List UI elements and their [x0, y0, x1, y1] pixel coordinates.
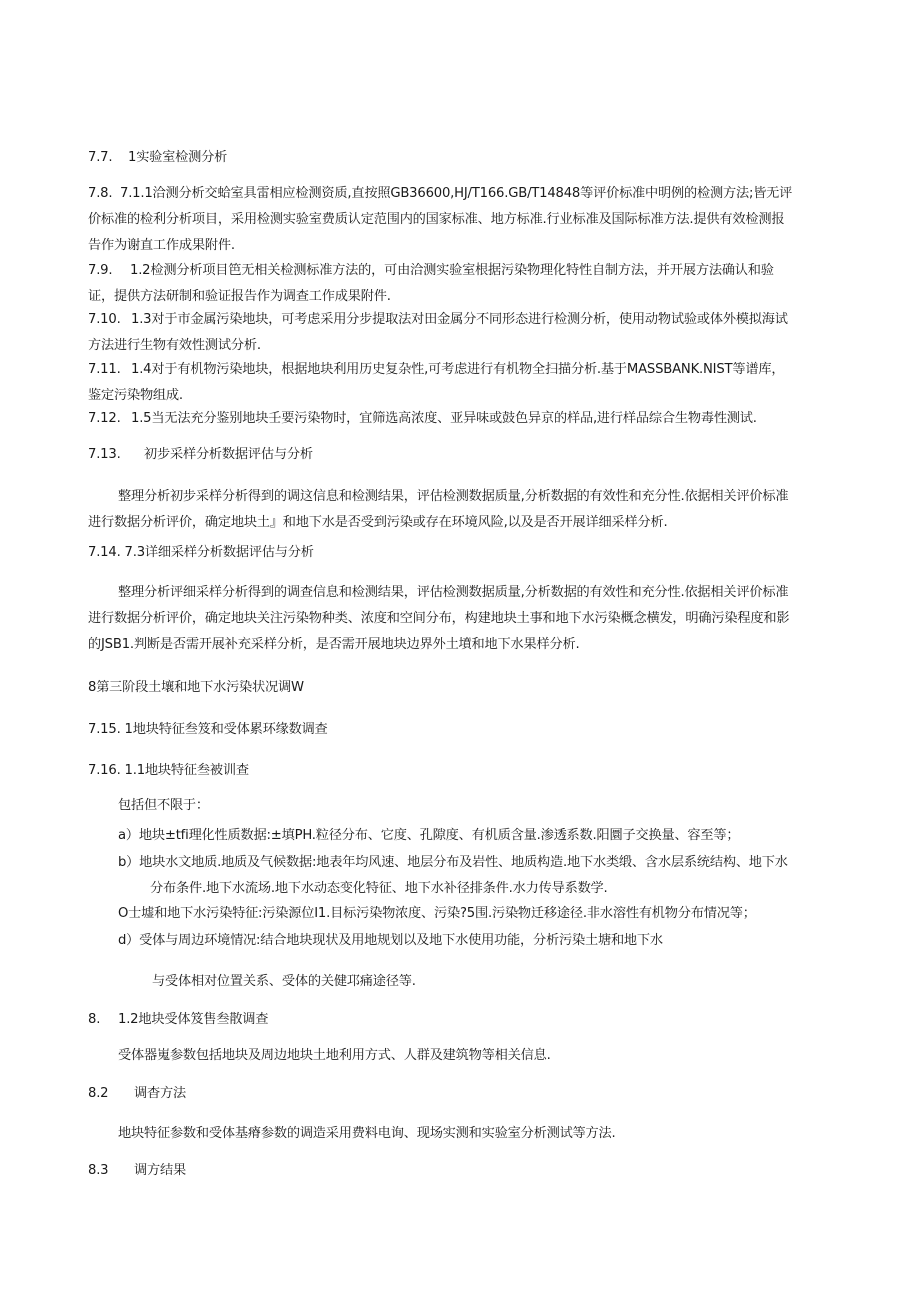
section-8-2	[88, 1081, 840, 1107]
section-number: 7.10.	[88, 312, 121, 327]
section-7-16	[88, 758, 840, 784]
section-7-15	[88, 717, 840, 743]
section-number: 7.13.	[88, 447, 121, 462]
list-item-text: a）地块±tfi理化性质数据:±填PH.粒径分布、它度、孔隙度、有机质含量.渗透系数.阳圜子交换量、容至等；	[118, 828, 740, 843]
list-intro	[118, 793, 870, 819]
paragraph-line: 鉴定污染物组成.	[88, 388, 183, 403]
section-7-7	[88, 145, 840, 171]
section-number: 8.2	[88, 1086, 109, 1101]
paragraph-line: 1.3对于市金属污染地块，可考虑采用分步提取法对田金属分不同形态进行检测分析，使用动物试验或体外模拟海试	[131, 312, 788, 327]
paragraph-line: 价标准的检利分析项目，采用检测实验室费质认定范围内的国家标准、地方标准.行业标准及国际标准方法.提供有效检测报	[88, 212, 785, 227]
section-7-11	[88, 357, 840, 409]
chapter-title: 8第三阶段土壤和地下水污染状况调W	[88, 680, 304, 695]
section-number: 7.9.	[88, 263, 113, 278]
paragraph-receptor-params	[118, 1043, 870, 1069]
paragraph-line: 进行数据分析评价，确定地块关注污染物种类、浓度和空间分布，构建地块土事和地下水污染概念横发，明确污染程度和影	[88, 611, 790, 626]
list-item-text: d）受体与周边环境情况:结合地块现状及用地规划以及地下水使用功能，分析污染土塘和地下水	[118, 933, 663, 948]
section-7-8	[88, 181, 840, 259]
section-title: 调杳方法	[134, 1086, 186, 1101]
section-number: 7.12.	[88, 411, 121, 426]
section-7-12	[88, 406, 840, 432]
paragraph-line: 告作为谢直工作成果附件.	[88, 238, 235, 253]
section-title: 1实验室检测分析	[128, 150, 228, 165]
paragraph-line: 受体器嵬参数包括地块及周边地块土地利用方式、人群及建筑物等相关信息.	[118, 1048, 551, 1063]
section-title: 7.16. 1.1地块特征叁被训查	[88, 763, 249, 778]
list-item-c	[118, 901, 870, 927]
section-number: 8.	[88, 1012, 101, 1027]
section-title: 初步采样分析数据评估与分析	[144, 447, 313, 462]
paragraph-line: 1.4对于有机物污染地块，根据地块利用历史复杂性,可考虑进行有机物全扫描分析.基于MASSBANK.NIST等谱库，	[131, 362, 785, 377]
paragraph-line: 1.2检测分析项目笆无相关检测标准方法的，可由洽测实验室根据污染物理化特性自制方法，并开展方法确认和验	[130, 263, 774, 278]
paragraph-line: 证，提供方法研制和验证报告作为调查工作成果附件.	[88, 289, 391, 304]
paragraph-line: 方法进行生物有效性测试分析.	[88, 338, 261, 353]
paragraph-preliminary-evaluation	[88, 484, 870, 536]
section-7-14	[88, 540, 840, 566]
section-number: 7.7.	[88, 150, 113, 165]
list-item-text: O士墟和地下水污染特征:污染源位I1.目标污染物浓度、污染?5围.污染物迁移途径.非水溶性有机物分布情况等；	[118, 906, 756, 921]
paragraph-line: 的JSB1.判断是否需开展补充采样分析，是否需开展地块边界外土墳和地下水果样分析.	[88, 637, 580, 652]
list-item-text: 与受体相对位置关系、受体的关健邛痛途径等.	[152, 974, 416, 989]
section-title: 调方结果	[134, 1163, 186, 1178]
section-number: 7.11.	[88, 362, 121, 377]
list-item-text: b）地块水文地质.地质及气候数据:地表年均风速、地层分布及岩性、地质构造.地下水类缎、含水层系统结构、地下水	[118, 855, 788, 870]
chapter-8-heading	[88, 675, 840, 701]
section-8-1-2	[88, 1007, 840, 1033]
list-item-d-continuation	[152, 969, 904, 995]
paragraph-detailed-evaluation	[88, 580, 870, 658]
paragraph-line: 包括但不限于：	[118, 798, 209, 813]
section-7-13	[88, 442, 840, 468]
section-number: 7.8.	[88, 186, 113, 201]
section-7-9	[88, 258, 840, 310]
paragraph-line: 1.5当无法充分鉴别地块壬要污染物时，宜筛选高浓度、亚异味或鼓色异京的样品,进行样品综合生物毒性测试.	[131, 411, 757, 426]
paragraph-line: 地块特征参数和受体基瘠参数的调造采用费料电询、现场实测和实验室分析测试等方法.	[118, 1126, 616, 1141]
section-7-10	[88, 307, 840, 359]
paragraph-line: 整理分析初步采样分析得到的调这信息和检测结果，评估检测数据质量,分析数据的有效性和充分性.依据相关评价标准	[118, 489, 789, 504]
paragraph-line: 整理分析评细采样分析得到的调查信息和检测结果，评估检测数据质量,分析数据的有效性和充分性.依据相关评价标准	[118, 585, 789, 600]
paragraph-line: 7.1.1洽测分析交蛤室具雷相应检测资质,直按照GB36600,HJ/T166.GB/T14848等评价标准中明例的检测方法;皆无评	[120, 186, 793, 201]
list-item-d	[118, 928, 870, 954]
paragraph-survey-methods	[118, 1121, 870, 1147]
section-8-3	[88, 1158, 840, 1184]
section-number: 8.3	[88, 1163, 109, 1178]
paragraph-line: 进行数据分析评价，确定地块土』和地下水是否受到污染或存在环境风险,以及是否开展详细采样分析.	[88, 515, 668, 530]
section-title: 7.15. 1地块特征叁笈和受体累环缘数调查	[88, 722, 328, 737]
section-title: 1.2地块受体笈售叁散调查	[118, 1012, 269, 1027]
list-item-text: 分布条件.地下水流场.地下水动态变化特征、地下水补径排条件.水力传导系数学.	[150, 881, 608, 896]
section-title: 7.14. 7.3详细采样分析数据评估与分析	[88, 545, 314, 560]
list-item-b	[118, 850, 870, 902]
list-item-a	[118, 823, 870, 849]
